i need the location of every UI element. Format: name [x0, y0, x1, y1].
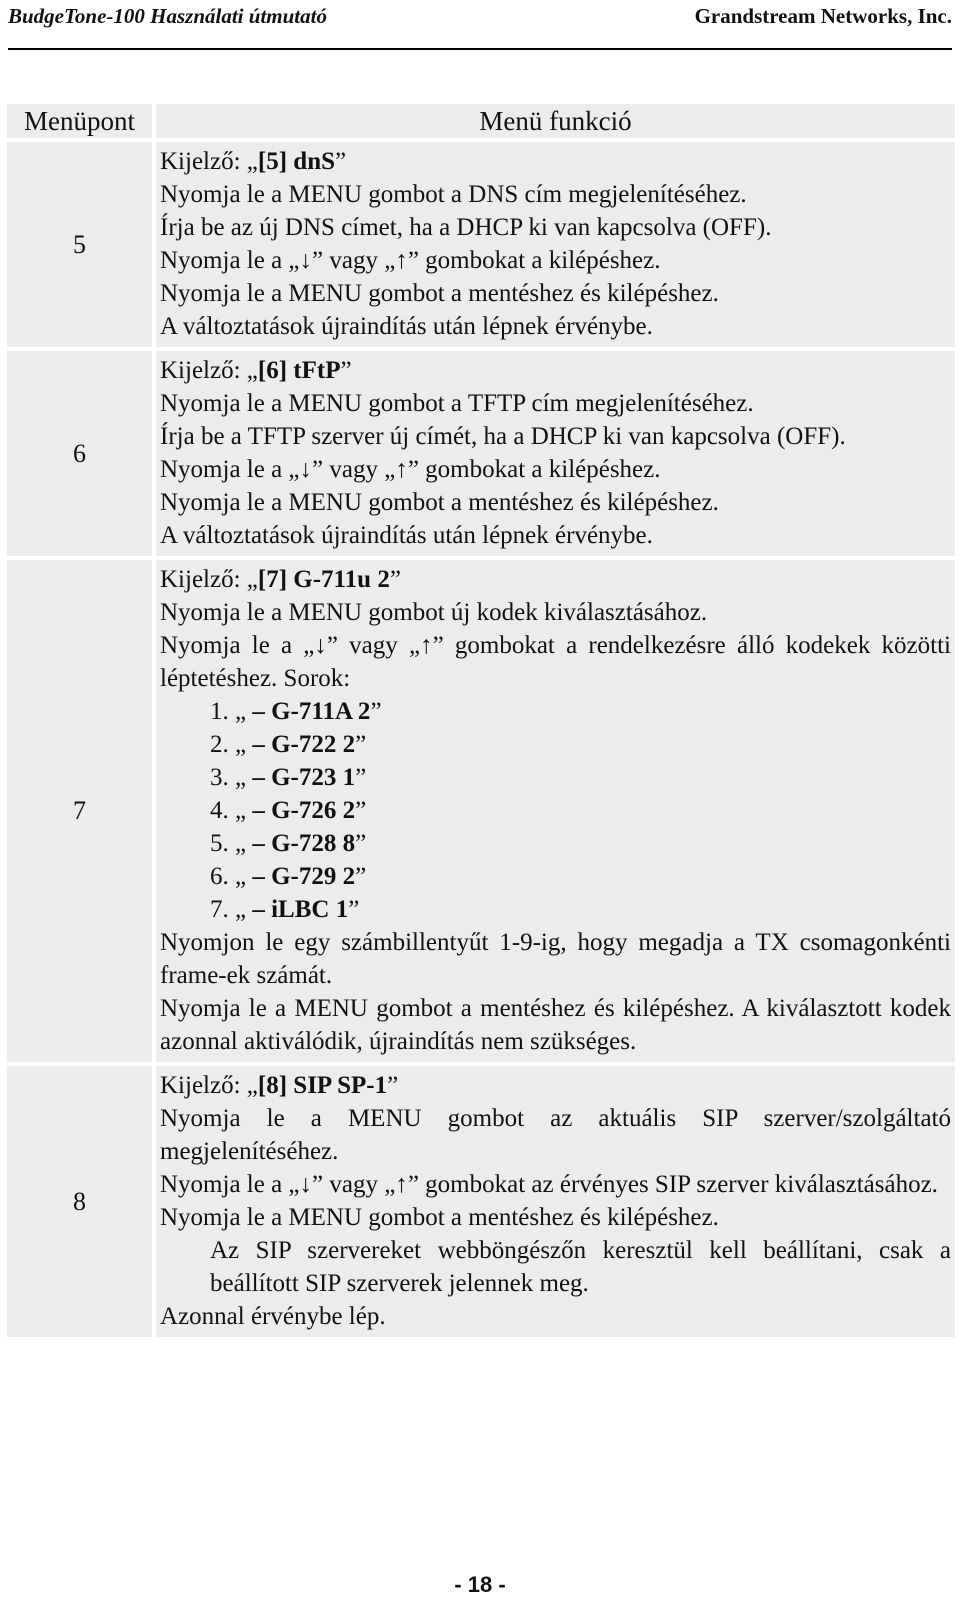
page-header	[8, 0, 952, 36]
quote-mark: 5. „	[210, 830, 253, 857]
table-row	[7, 142, 955, 347]
quote-mark: 7. „	[210, 896, 253, 923]
instruction-line: A változtatások újraindítás után lépnek érvénybe.	[160, 522, 653, 549]
table-row	[7, 560, 955, 1062]
col-header-menupont: Menüpont	[7, 104, 152, 138]
quote-mark: ”	[355, 731, 367, 758]
quote-mark: ”	[348, 896, 360, 923]
instruction-line: Írja be az új DNS címet, ha a DHCP ki van kapcsolva (OFF).	[160, 214, 772, 241]
menu-item-number: 6	[7, 351, 152, 556]
display-code: [7] G-711u 2	[257, 566, 390, 593]
display-code: – iLBC 1	[252, 896, 349, 923]
display-line	[160, 761, 951, 794]
table-row	[7, 1066, 955, 1337]
instruction-line: Nyomja le a „↓” vagy „↑” gombokat a kilépéshez.	[160, 247, 661, 274]
display-code: – G-728 8	[252, 830, 356, 857]
display-code: – G-723 1	[252, 764, 356, 791]
instruction-line: Nyomja le a MENU gombot a mentéshez és kilépéshez.	[160, 280, 719, 307]
instruction-line: Nyomja le a „↓” vagy „↑” gombokat a rendelkezésre álló kodekek közötti léptetéshez. Sorok:	[160, 632, 951, 692]
quote-mark: 4. „	[210, 797, 253, 824]
quote-mark: ”	[340, 357, 352, 384]
col-header-menu-funkcio: Menü funkció	[156, 104, 955, 138]
instruction-line: Írja be a TFTP szerver új címét, ha a DHCP ki van kapcsolva (OFF).	[160, 423, 846, 450]
instruction-line: Nyomjon le egy számbillentyűt 1-9-ig, hogy megadja a TX csomagonkénti frame-ek számát.	[160, 929, 951, 989]
instruction-line: Nyomja le a „↓” vagy „↑” gombokat a kilépéshez.	[160, 456, 661, 483]
display-code: [5] dnS	[257, 148, 336, 175]
table-header-row	[7, 104, 955, 138]
quote-mark: Kijelző: „	[160, 148, 258, 175]
menu-table	[3, 100, 959, 1341]
header-rule	[8, 48, 952, 50]
display-code: [8] SIP SP-1	[257, 1072, 388, 1099]
display-line	[160, 145, 951, 178]
instruction-line: A változtatások újraindítás után lépnek érvénybe.	[160, 313, 653, 340]
quote-mark: ”	[355, 797, 367, 824]
display-line	[160, 827, 951, 860]
quote-mark: 6. „	[210, 863, 253, 890]
header-company: Grandstream Networks, Inc.	[694, 4, 952, 28]
quote-mark: 3. „	[210, 764, 253, 791]
instruction-line: Nyomja le a MENU gombot a TFTP cím megjelenítéséhez.	[160, 390, 754, 417]
quote-mark: ”	[389, 566, 401, 593]
display-line	[160, 354, 951, 387]
quote-mark: Kijelző: „	[160, 1072, 258, 1099]
quote-mark: Kijelző: „	[160, 357, 258, 384]
quote-mark: 2. „	[210, 731, 253, 758]
instruction-line: Nyomja le a MENU gombot új kodek kiválasztásához.	[160, 599, 708, 626]
menu-function-cell	[156, 1066, 955, 1337]
menu-item-number: 5	[7, 142, 152, 347]
display-code: – G-726 2	[252, 797, 356, 824]
display-line	[160, 1069, 951, 1102]
quote-mark: ”	[355, 863, 367, 890]
page-number: - 18 -	[454, 1572, 506, 1597]
display-line	[160, 695, 951, 728]
instruction-line: Nyomja le a MENU gombot a mentéshez és kilépéshez.	[160, 489, 719, 516]
display-line	[160, 794, 951, 827]
display-line	[160, 860, 951, 893]
display-code: [6] tFtP	[257, 357, 341, 384]
quote-mark: ”	[355, 830, 367, 857]
quote-mark: ”	[355, 764, 367, 791]
instruction-line: Az SIP szervereket webböngészőn keresztül kell beállítani, csak a beállított SIP szerverek jelennek meg.	[210, 1237, 951, 1297]
table-row	[7, 351, 955, 556]
menu-function-cell	[156, 142, 955, 347]
display-code: – G-729 2	[252, 863, 356, 890]
display-line	[160, 563, 951, 596]
display-line	[160, 728, 951, 761]
instruction-line: Azonnal érvénybe lép.	[160, 1303, 386, 1330]
menu-function-cell	[156, 351, 955, 556]
menu-item-number: 7	[7, 560, 152, 1062]
quote-mark: 1. „	[210, 698, 253, 725]
quote-mark: ”	[370, 698, 382, 725]
header-title: BudgeTone-100 Használati útmutató	[8, 4, 327, 28]
instruction-line: Nyomja le a MENU gombot a mentéshez és kilépéshez. A kiválasztott kodek azonnal aktiválódik, újraindítás nem szükséges.	[160, 995, 951, 1055]
instruction-line: Nyomja le a „↓” vagy „↑” gombokat az érvényes SIP szerver kiválasztásához.	[160, 1171, 938, 1198]
instruction-line: Nyomja le a MENU gombot a DNS cím megjelenítéséhez.	[160, 181, 747, 208]
quote-mark: Kijelző: „	[160, 566, 258, 593]
quote-mark: ”	[335, 148, 347, 175]
menu-item-number: 8	[7, 1066, 152, 1337]
instruction-line: Nyomja le a MENU gombot a mentéshez és kilépéshez.	[160, 1204, 719, 1231]
display-code: – G-722 2	[252, 731, 356, 758]
display-line	[160, 893, 951, 926]
quote-mark: ”	[387, 1072, 399, 1099]
instruction-line: Nyomja le a MENU gombot az aktuális SIP szerver/szolgáltató megjelenítéséhez.	[160, 1105, 951, 1165]
menu-function-cell	[156, 560, 955, 1062]
display-code: – G-711A 2	[252, 698, 371, 725]
